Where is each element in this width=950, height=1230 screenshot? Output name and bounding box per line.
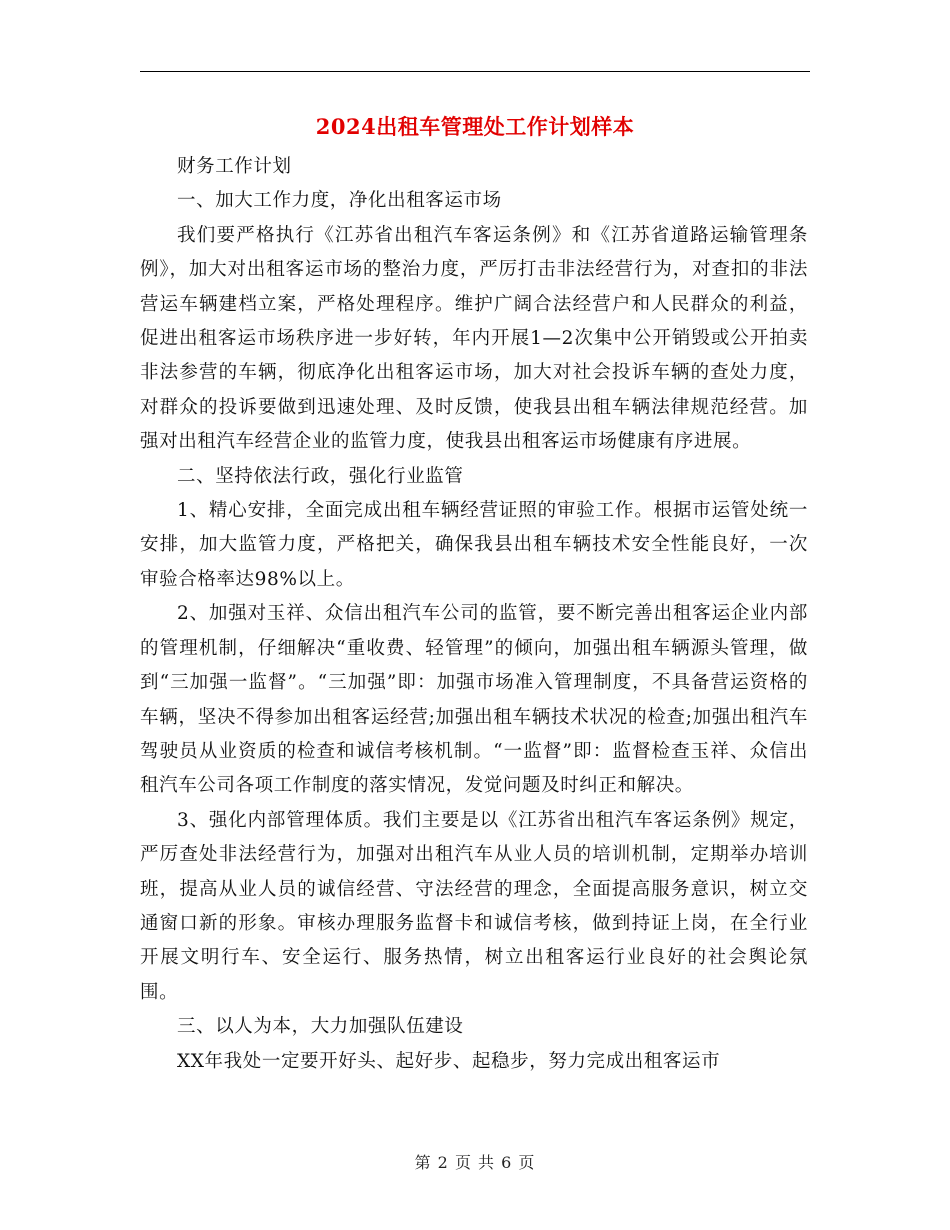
paragraph: XX年我处一定要开好头、起好步、起稳步，努力完成出租客运市 [177, 1050, 721, 1072]
paragraph: 2、加强对玉祥、众信出租汽车公司的监管，要不断完善出租客运企业内部的管理机制，仔细解决“重收费、轻管理”的倾向，加强出租车辆源头管理，做到“三加强一监督”。“三加强”即：加强市场准入管理制度，不具备营运资格的车辆，坚决不得参加出租客运经营;加强出租车辆技术状况的检查;加强出租汽车驾驶员从业资质的检查和诚信考核机制。“一监督”即：监督检查玉祥、众信出租汽车公司各项工作制度的落实情况，发觉问题及时纠正和解决。 [140, 603, 808, 797]
document-body [140, 150, 808, 1079]
paragraph: 我们要严格执行《江苏省出租汽车客运条例》和《江苏省道路运输管理条例》，加大对出租客运市场的整治力度，严厉打击非法经营行为，对查扣的非法营运车辆建档立案，严格处理程序。维护广阔合法经营户和人民群众的利益，促进出租客运市场秩序进一步好转，年内开展1—2次集中公开销毁或公开拍卖非法参营的车辆，彻底净化出租客运市场，加大对社会投诉车辆的查处力度，对群众的投诉要做到迅速处理、及时反馈，使我县出租车辆法律规范经营。加强对出租汽车经营企业的监管力度，使我县出租客运市场健康有序进展。 [140, 224, 808, 453]
page-number-footer: 第 2 页 共 6 页 [414, 1153, 536, 1172]
heading-2: 二、坚持依法行政，强化行业监管 [177, 465, 464, 487]
paragraph: 1、精心安排，全面完成出租车辆经营证照的审验工作。根据市运管处统一安排，加大监管力度，严格把关，确保我县出租车辆技术安全性能良好，一次审验合格率达98%以上。 [140, 500, 808, 590]
document-title: 2024出租车管理处工作计划样本 [315, 114, 635, 139]
section-label: 财务工作计划 [177, 156, 292, 177]
header-rule [140, 71, 810, 72]
heading-1: 一、加大工作力度，净化出租客运市场 [177, 190, 502, 212]
heading-3: 三、以人为本，大力加强队伍建设 [177, 1016, 464, 1038]
paragraph: 3、强化内部管理体质。我们主要是以《江苏省出租汽车客运条例》规定，严厉查处非法经营行为，加强对出租汽车从业人员的培训机制，定期举办培训班，提高从业人员的诚信经营、守法经营的理念，全面提高服务意识，树立交通窗口新的形象。审核办理服务监督卡和诚信考核，做到持证上岗，在全行业开展文明行车、安全运行、服务热情，树立出租客运行业良好的社会舆论氛围。 [140, 809, 808, 1003]
